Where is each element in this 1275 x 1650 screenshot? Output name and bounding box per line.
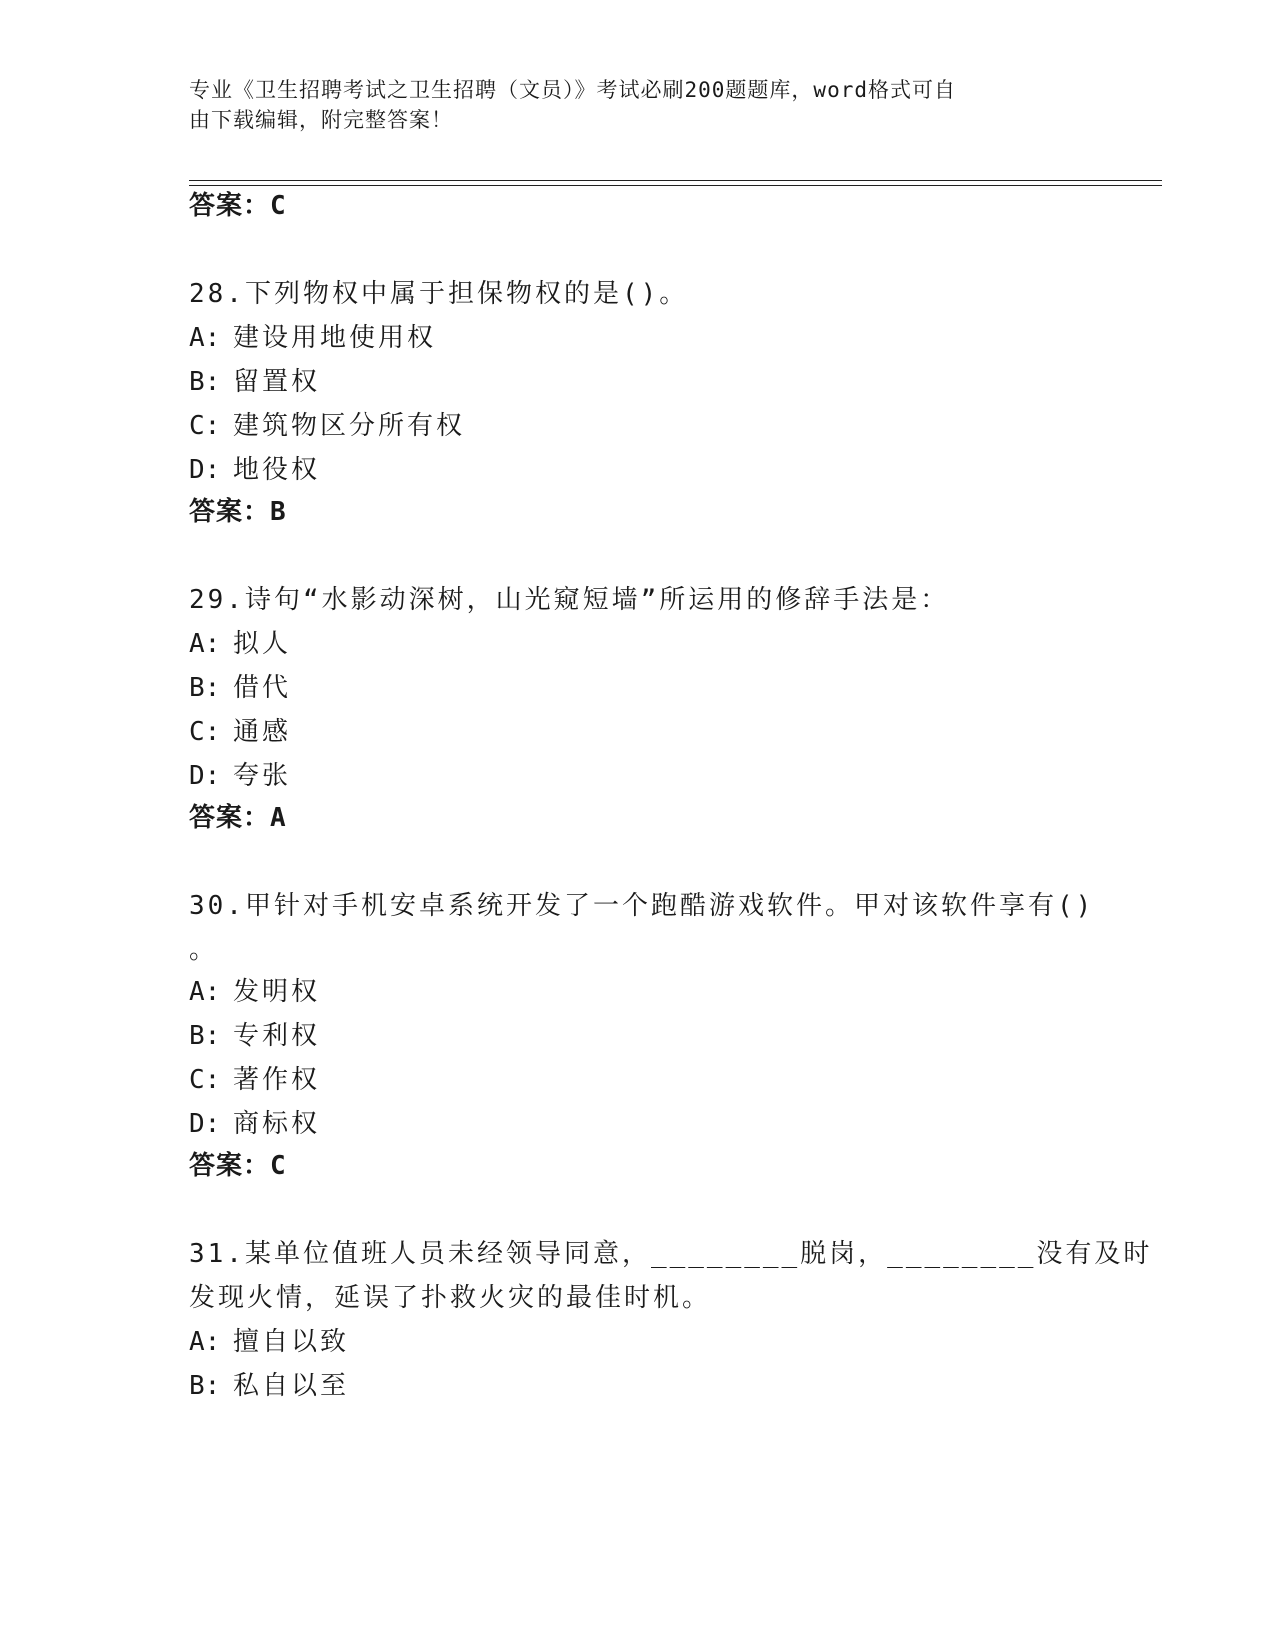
question-29-option-c xyxy=(189,716,291,748)
question-30-option-d xyxy=(189,1108,320,1140)
option-text: 发明权 xyxy=(233,977,321,1007)
option-letter: B: xyxy=(189,1021,221,1051)
option-text: 建设用地使用权 xyxy=(233,323,437,353)
answer-value: C xyxy=(270,1151,287,1181)
previous-answer xyxy=(189,190,287,222)
option-text: 商标权 xyxy=(233,1109,321,1139)
option-letter: C: xyxy=(189,411,221,441)
option-text: 擅自以致 xyxy=(233,1327,350,1357)
option-text: 著作权 xyxy=(233,1065,321,1095)
header-divider-top xyxy=(189,180,1162,181)
question-30-option-b xyxy=(189,1020,320,1052)
question-31-option-a xyxy=(189,1326,349,1358)
option-letter: B: xyxy=(189,367,221,397)
option-letter: A: xyxy=(189,323,221,353)
answer-label: 答案： xyxy=(189,497,271,527)
answer-label: 答案： xyxy=(189,1151,271,1181)
question-31-stem-line-2: 发现火情，延误了扑救火灾的最佳时机。 xyxy=(189,1283,712,1313)
question-28-option-c xyxy=(189,410,465,442)
question-29-option-b xyxy=(189,672,291,704)
option-letter: D: xyxy=(189,761,221,791)
question-29-option-d xyxy=(189,760,291,792)
question-28-option-d xyxy=(189,454,320,486)
question-30-option-a xyxy=(189,976,320,1008)
question-31-option-b xyxy=(189,1370,349,1402)
question-28-option-a xyxy=(189,322,436,354)
question-31-stem-line-1: 31.某单位值班人员未经领导同意，________脱岗，________没有及时 xyxy=(189,1239,1153,1269)
option-text: 私自以至 xyxy=(233,1371,350,1401)
question-29-option-a xyxy=(189,628,291,660)
option-letter: A: xyxy=(189,629,221,659)
option-text: 通感 xyxy=(233,717,292,747)
option-letter: C: xyxy=(189,1065,221,1095)
option-text: 拟人 xyxy=(233,629,292,659)
option-letter: C: xyxy=(189,717,221,747)
question-29-answer xyxy=(189,802,287,834)
option-text: 夸张 xyxy=(233,761,292,791)
option-text: 建筑物区分所有权 xyxy=(233,411,466,441)
question-28-option-b xyxy=(189,366,320,398)
answer-value: A xyxy=(270,803,287,833)
option-text: 专利权 xyxy=(233,1021,321,1051)
question-28-answer xyxy=(189,496,287,528)
answer-label: 答案： xyxy=(189,803,271,833)
answer-label: 答案： xyxy=(189,191,271,221)
header-line-2: 由下载编辑，附完整答案！ xyxy=(189,108,453,132)
answer-value: C xyxy=(270,191,287,221)
option-letter: A: xyxy=(189,1327,221,1357)
option-text: 借代 xyxy=(233,673,292,703)
answer-value: B xyxy=(270,497,287,527)
option-letter: D: xyxy=(189,455,221,485)
question-29-stem: 29.诗句“水影动深树，山光窥短墙”所运用的修辞手法是： xyxy=(189,585,950,615)
option-letter: B: xyxy=(189,673,221,703)
option-text: 留置权 xyxy=(233,367,321,397)
header-line-1: 专业《卫生招聘考试之卫生招聘（文员）》考试必刷200题题库，word格式可自 xyxy=(189,78,956,102)
question-30-answer xyxy=(189,1150,287,1182)
header-divider-bottom xyxy=(189,185,1162,186)
question-30-stem-line-1: 30.甲针对手机安卓系统开发了一个跑酷游戏软件。甲对该软件享有() xyxy=(189,891,1095,921)
option-letter: D: xyxy=(189,1109,221,1139)
option-text: 地役权 xyxy=(233,455,321,485)
option-letter: B: xyxy=(189,1371,221,1401)
question-30-stem-line-2: 。 xyxy=(189,935,219,965)
question-30-option-c xyxy=(189,1064,320,1096)
document-header xyxy=(189,75,1069,135)
question-28-stem: 28.下列物权中属于担保物权的是()。 xyxy=(189,279,689,309)
option-letter: A: xyxy=(189,977,221,1007)
